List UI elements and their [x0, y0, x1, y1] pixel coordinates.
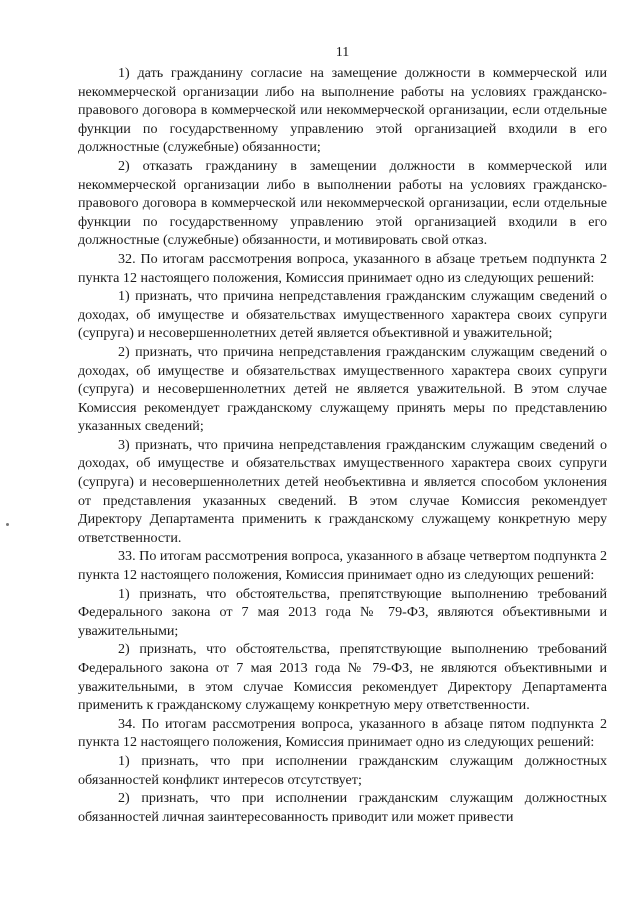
page-number: 11 — [335, 45, 350, 60]
paragraph-item-33-option-1: 1) признать, что обстоятельства, препятствующие выполнению требований Федерального закона от 7 мая 2013 года № 79-ФЗ, являются объективными и уважительными; — [78, 585, 607, 639]
paragraph-item-33-option-2: 2) признать, что обстоятельства, препятствующие выполнению требований Федерального закона от 7 мая 2013 года № 79-ФЗ, не являются объективными и уважительными, в этом случае Комиссия рекомендует Директору Департамента применить к гражданскому служащему конкретную меру ответственности. — [78, 641, 607, 714]
paragraph-item-32-option-1: 1) признать, что причина непредставления гражданским служащим сведений о доходах, об имуществе и обязательствах имущественного характера своих супруги (супруга) и несовершеннолетних детей является объективной и уважительной; — [78, 288, 607, 342]
paragraph-item-33: 33. По итогам рассмотрения вопроса, указанного в абзаце четвертом подпункта 2 пункта 12 настоящего положения, Комиссия принимает одно из следующих решений: — [78, 548, 607, 584]
paragraph-item-34: 34. По итогам рассмотрения вопроса, указанного в абзаце пятом подпункта 2 пункта 12 настоящего положения, Комиссия принимает одно из следующих решений: — [78, 715, 607, 751]
paragraph-consent-option: 1) дать гражданину согласие на замещение должности в коммерческой или некоммерческой организации либо на выполнение работы на условиях гражданско-правового договора в коммерческой или некоммерческой организации, если отдельные функции по государственному управлению этой организацией входили в его должностные (служебные) обязанности; — [78, 65, 607, 156]
paragraph-item-32-option-3: 3) признать, что причина непредставления гражданским служащим сведений о доходах, об имуществе и обязательствах имущественного характера своих супруги (супруга) и несовершеннолетних детей необъективна и является способом уклонения от представления указанных сведений. В этом случае Комиссия рекомендует Директору Департамента применить к гражданскому служащему конкретную меру ответственности. — [78, 436, 607, 546]
paragraph-item-32-option-2: 2) признать, что причина непредставления гражданским служащим сведений о доходах, об имуществе и обязательствах имущественного характера своих супруги (супруга) и несовершеннолетних детей не является уважительной. В этом случае Комиссия рекомендует гражданскому служащему принять меры по представлению указанных сведений; — [78, 343, 607, 435]
paragraph-item-32: 32. По итогам рассмотрения вопроса, указанного в абзаце третьем подпункта 2 пункта 12 настоящего положения, Комиссия принимает одно из следующих решений: — [78, 250, 607, 286]
scan-speck — [6, 523, 9, 526]
paragraph-item-34-option-2: 2) признать, что при исполнении гражданским служащим должностных обязанностей личная заинтересованность приводит или может привести — [78, 790, 607, 825]
paragraph-refusal-option: 2) отказать гражданину в замещении должности в коммерческой или некоммерческой организации либо в выполнении работы на условиях гражданско-правового договора в коммерческой или некоммерческой организации, если отдельные функции по государственному управлению этой организацией входили в его должностные (служебные) обязанности, и мотивировать свой отказ. — [78, 157, 607, 249]
paragraph-item-34-option-1: 1) признать, что при исполнении гражданским служащим должностных обязанностей конфликт интересов отсутствует; — [78, 752, 607, 788]
